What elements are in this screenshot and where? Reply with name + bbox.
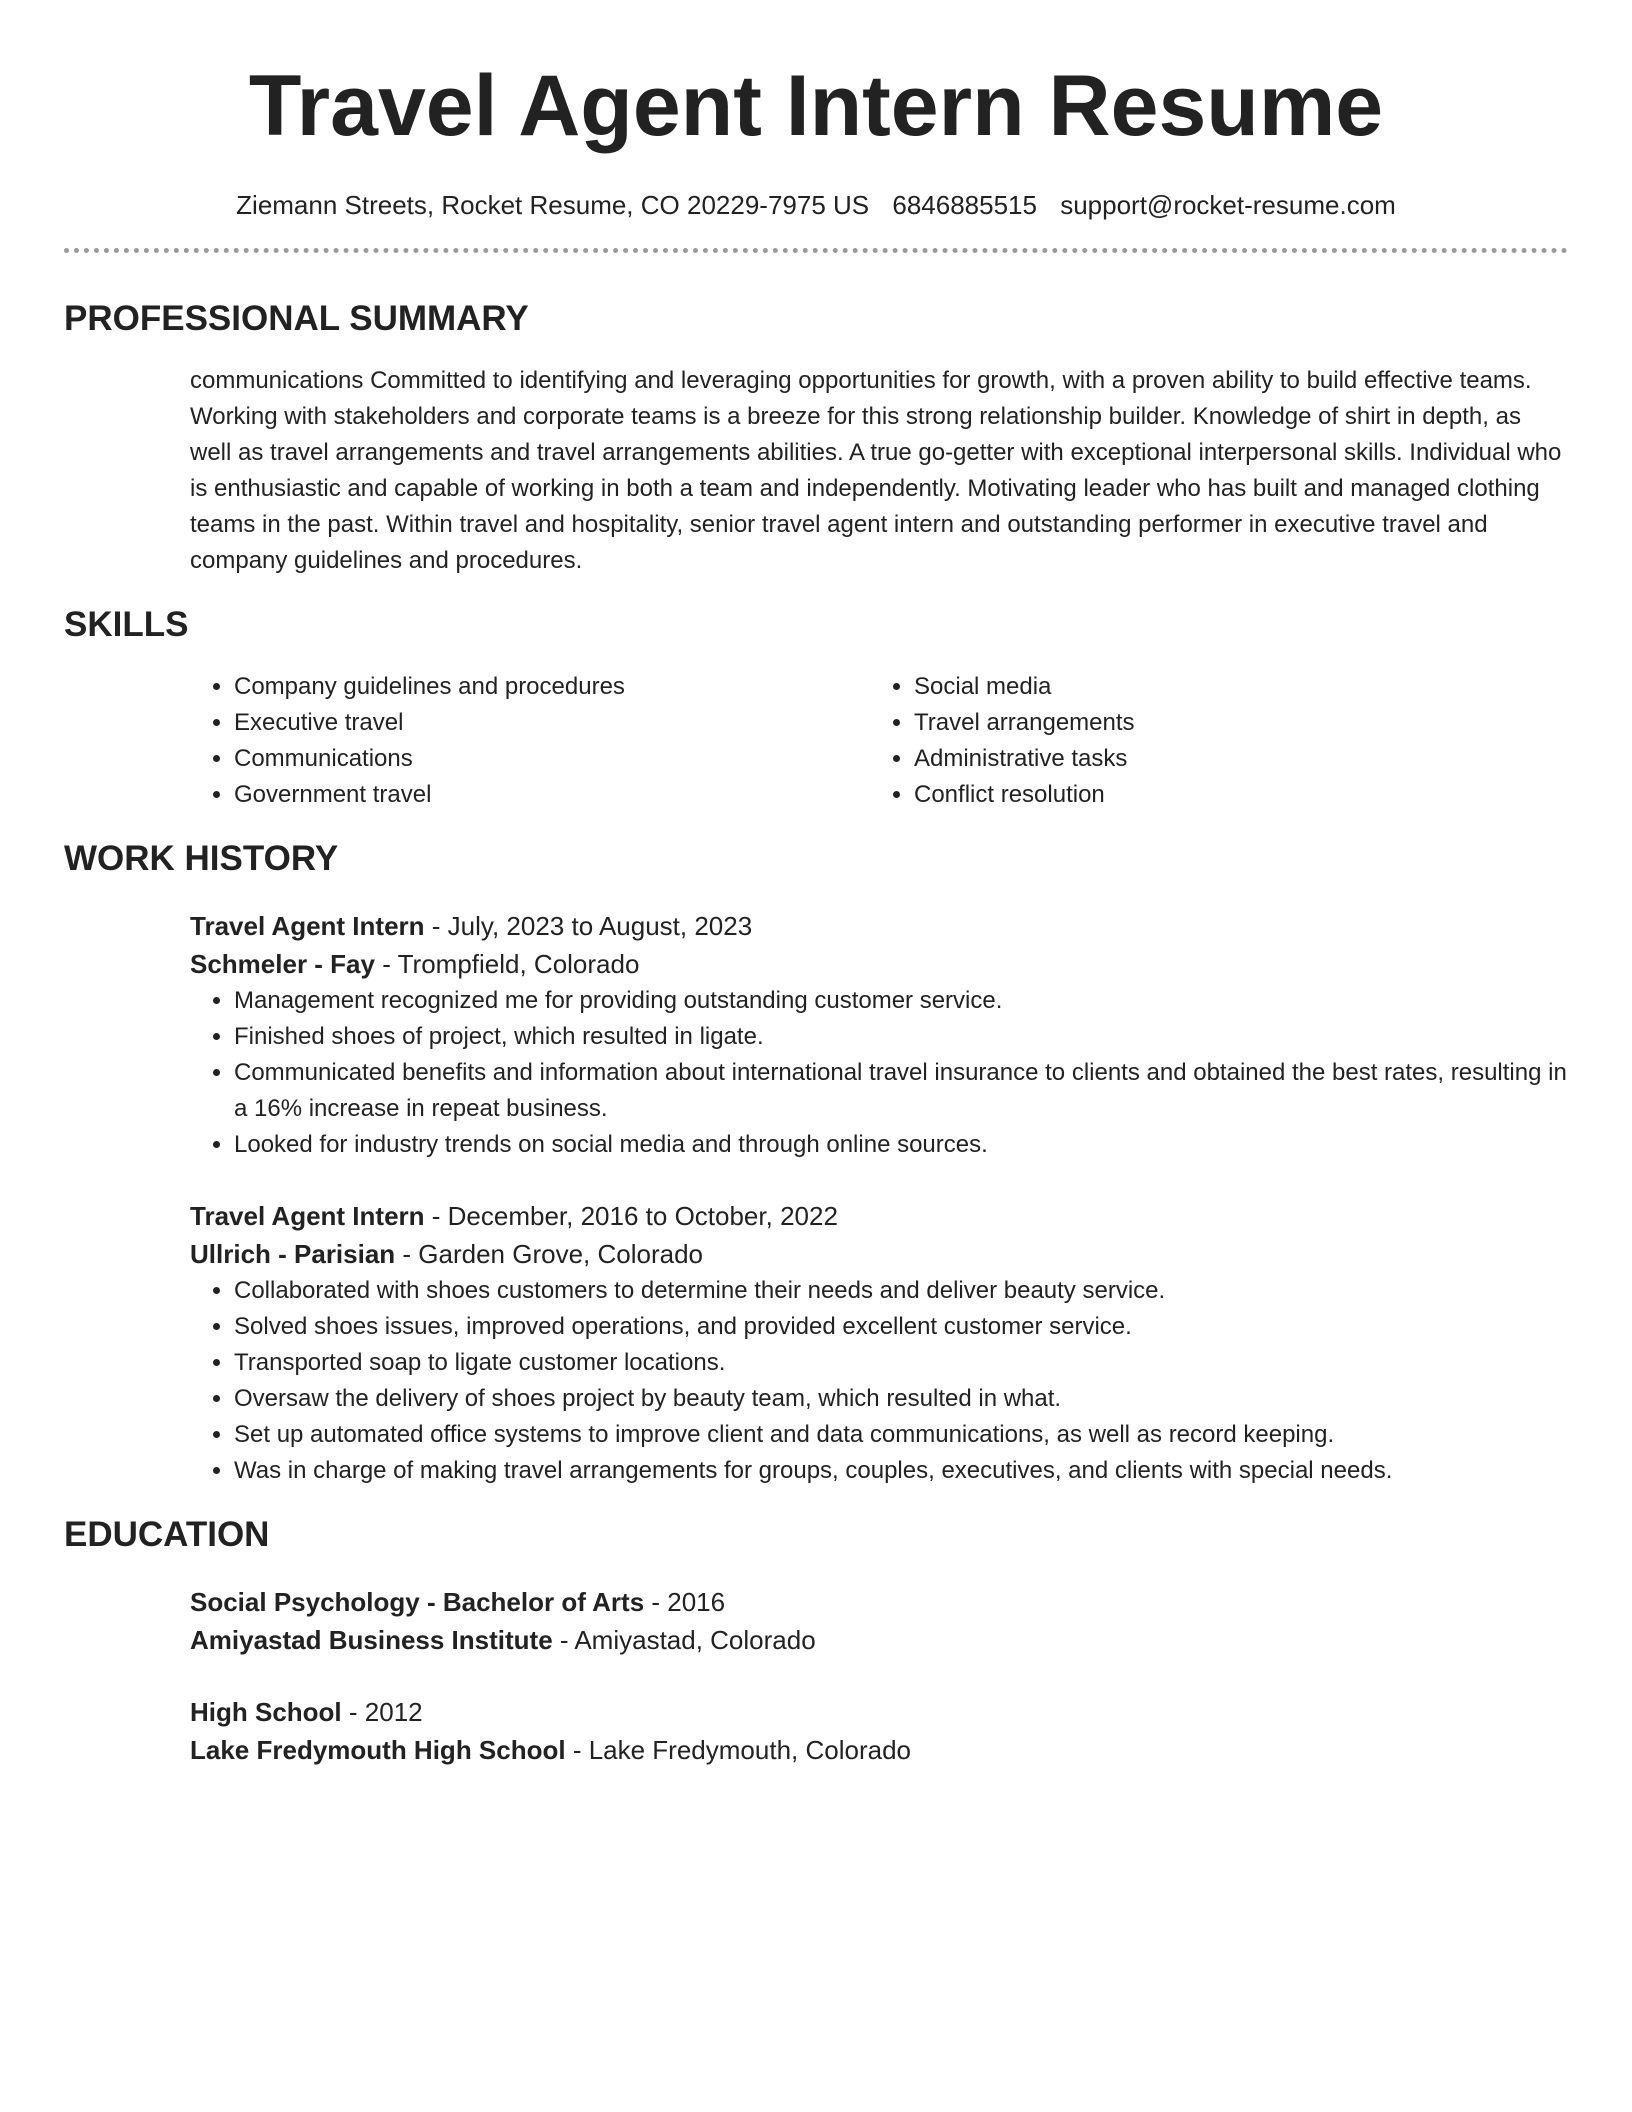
- school-line: [190, 1621, 1568, 1659]
- job-bullet: • Looked for industry trends on social media and through online sources.: [234, 1127, 1568, 1163]
- education-section: [64, 1583, 1568, 1769]
- skills-grid: [190, 669, 1568, 813]
- school-location: - Amiyastad, Colorado: [552, 1625, 816, 1655]
- job-company-line: [190, 1235, 1568, 1273]
- job-bullet: • Transported soap to ligate customer locations.: [234, 1345, 1568, 1381]
- skill-item: • Travel arrangements: [914, 705, 1550, 741]
- job-bullets: [190, 1273, 1568, 1489]
- resume-title: Travel Agent Intern Resume: [248, 58, 1384, 154]
- degree-year: - 2012: [341, 1697, 423, 1727]
- job-bullet: • Finished shoes of project, which resulted in ligate.: [234, 1019, 1568, 1055]
- job-bullet: • Solved shoes issues, improved operations, and provided excellent customer service.: [234, 1309, 1568, 1345]
- job-entry: [190, 907, 1568, 1163]
- job-entry: [190, 1197, 1568, 1489]
- degree: Social Psychology - Bachelor of Arts: [190, 1587, 645, 1617]
- school-line: [190, 1731, 1568, 1769]
- header-divider: [64, 248, 1568, 253]
- job-title: Travel Agent Intern: [190, 1201, 425, 1231]
- skill-item: • Social media: [914, 669, 1550, 705]
- skill-item: • Government travel: [234, 777, 870, 813]
- contact-email: support@rocket-resume.com: [1060, 190, 1396, 220]
- work-history-heading: WORK HISTORY: [64, 839, 339, 878]
- skill-item: • Company guidelines and procedures: [234, 669, 870, 705]
- summary-text: communications Committed to identifying and leveraging opportunities for growth, with a proven ability to build effective teams. Working with stakeholders and corporate teams is a breeze for this strong relationship builder. Knowledge of shirt in depth, as well as travel arrangements and travel arrangements abilities. A true go-getter with exceptional interpersonal skills. Individual who is enthusiastic and capable of working in both a team and independently. Motivating leader who has built and managed clothing teams in the past. Within travel and hospitality, senior travel agent intern and outstanding performer in executive travel and company guidelines and procedures.: [190, 367, 1562, 574]
- job-location: - Trompfield, Colorado: [374, 949, 640, 979]
- skill-item: • Conflict resolution: [914, 777, 1550, 813]
- job-bullet: • Collaborated with shoes customers to determine their needs and deliver beauty service.: [234, 1273, 1568, 1309]
- job-bullets: [190, 983, 1568, 1163]
- school: Lake Fredymouth High School: [190, 1735, 566, 1765]
- degree: High School: [190, 1697, 342, 1727]
- job-dates: - December, 2016 to October, 2022: [424, 1201, 838, 1231]
- school-location: - Lake Fredymouth, Colorado: [565, 1735, 911, 1765]
- contact-phone: 6846885515: [892, 190, 1037, 220]
- job-dates: - July, 2023 to August, 2023: [424, 911, 753, 941]
- job-bullet: • Management recognized me for providing outstanding customer service.: [234, 983, 1568, 1019]
- job-bullet: • Oversaw the delivery of shoes project by beauty team, which resulted in what.: [234, 1381, 1568, 1417]
- summary-heading: PROFESSIONAL SUMMARY: [64, 299, 529, 338]
- education-entry: [190, 1693, 1568, 1769]
- summary-section: [64, 363, 1568, 579]
- job-bullet: • Communicated benefits and information about international travel insurance to clients and obtained the best rates, resulting in a 16% increase in repeat business.: [234, 1055, 1568, 1127]
- skill-item: • Administrative tasks: [914, 741, 1550, 777]
- job-title: Travel Agent Intern: [190, 911, 425, 941]
- job-company: Schmeler - Fay: [190, 949, 375, 979]
- job-title-line: [190, 1197, 1568, 1235]
- job-location: - Garden Grove, Colorado: [395, 1239, 703, 1269]
- work-history-section: [64, 907, 1568, 1489]
- contact-line: [64, 188, 1568, 222]
- degree-year: - 2016: [644, 1587, 726, 1617]
- job-bullet: • Was in charge of making travel arrangements for groups, couples, executives, and clients with special needs.: [234, 1453, 1568, 1489]
- skills-section: [64, 669, 1568, 813]
- contact-address: Ziemann Streets, Rocket Resume, CO 20229-7975 US: [236, 190, 870, 220]
- degree-line: [190, 1583, 1568, 1621]
- skills-column-right: [870, 669, 1550, 813]
- degree-line: [190, 1693, 1568, 1731]
- education-heading: EDUCATION: [64, 1515, 270, 1554]
- job-company-line: [190, 945, 1568, 983]
- skills-column-left: [190, 669, 870, 813]
- job-company: Ullrich - Parisian: [190, 1239, 396, 1269]
- skill-item: • Executive travel: [234, 705, 870, 741]
- skill-item: • Communications: [234, 741, 870, 777]
- job-title-line: [190, 907, 1568, 945]
- job-bullet: • Set up automated office systems to improve client and data communications, as well as record keeping.: [234, 1417, 1568, 1453]
- skills-heading: SKILLS: [64, 605, 189, 644]
- school: Amiyastad Business Institute: [190, 1625, 553, 1655]
- education-entry: [190, 1583, 1568, 1659]
